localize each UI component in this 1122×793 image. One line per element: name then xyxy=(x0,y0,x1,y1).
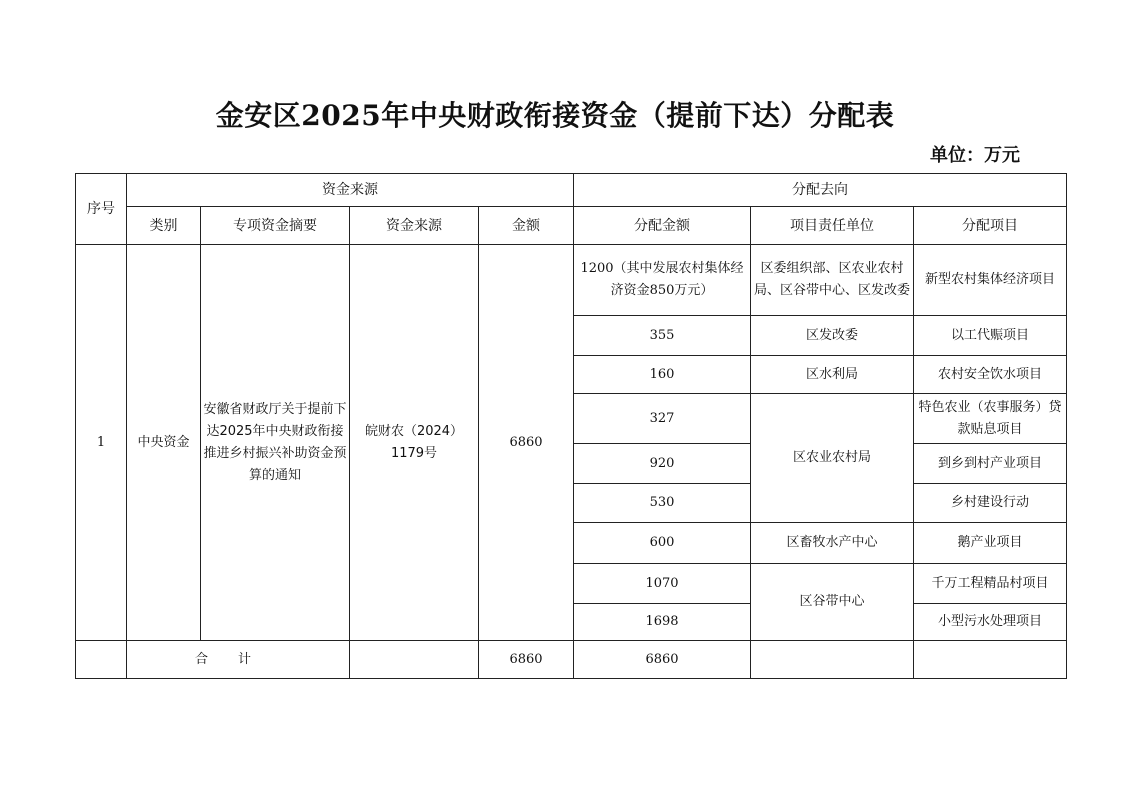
alloc-unit-cell: 区委组织部、区农业农村局、区谷带中心、区发改委 xyxy=(751,245,914,316)
alloc-unit-cell: 区发改委 xyxy=(751,316,914,356)
header-row-2 xyxy=(76,207,1067,245)
alloc-project-cell: 鹅产业项目 xyxy=(914,523,1067,564)
header-summary: 专项资金摘要 xyxy=(201,207,350,245)
alloc-amount-cell: 530 xyxy=(574,484,751,523)
header-unit-resp: 项目责任单位 xyxy=(751,207,914,245)
header-dest-group: 分配去向 xyxy=(574,174,1067,207)
record-category: 中央资金 xyxy=(127,245,201,641)
header-source-group: 资金来源 xyxy=(127,174,574,207)
total-source-empty xyxy=(350,641,479,679)
alloc-amount-cell: 1698 xyxy=(574,604,751,641)
total-unit-empty xyxy=(751,641,914,679)
unit-label: 单位：万元 xyxy=(930,145,1020,166)
allocation-table xyxy=(75,173,1067,679)
alloc-amount-cell: 355 xyxy=(574,316,751,356)
alloc-amount-cell: 160 xyxy=(574,356,751,394)
header-seq: 序号 xyxy=(76,174,127,245)
header-category: 类别 xyxy=(127,207,201,245)
alloc-unit-cell: 区畜牧水产中心 xyxy=(751,523,914,564)
record-seq: 1 xyxy=(76,245,127,641)
total-seq-empty xyxy=(76,641,127,679)
alloc-project-cell: 小型污水处理项目 xyxy=(914,604,1067,641)
alloc-project-cell: 农村安全饮水项目 xyxy=(914,356,1067,394)
total-alloc-amount: 6860 xyxy=(574,641,751,679)
alloc-project-cell: 到乡到村产业项目 xyxy=(914,444,1067,484)
total-project-empty xyxy=(914,641,1067,679)
record-amount: 6860 xyxy=(479,245,574,641)
header-amount: 金额 xyxy=(479,207,574,245)
total-label: 合计 xyxy=(127,641,350,679)
table-row xyxy=(76,245,1067,316)
alloc-amount-cell: 327 xyxy=(574,394,751,444)
alloc-amount-cell: 920 xyxy=(574,444,751,484)
alloc-project-cell: 千万工程精品村项目 xyxy=(914,564,1067,604)
alloc-amount-cell: 600 xyxy=(574,523,751,564)
header-alloc-amount: 分配金额 xyxy=(574,207,751,245)
header-source: 资金来源 xyxy=(350,207,479,245)
alloc-unit-cell: 区农业农村局 xyxy=(751,394,914,523)
alloc-project-cell: 新型农村集体经济项目 xyxy=(914,245,1067,316)
alloc-unit-cell: 区水利局 xyxy=(751,356,914,394)
record-summary: 安徽省财政厅关于提前下达2025年中央财政衔接推进乡村振兴补助资金预算的通知 xyxy=(201,245,350,641)
alloc-amount-cell: 1200（其中发展农村集体经济资金850万元） xyxy=(574,245,751,316)
alloc-project-cell: 乡村建设行动 xyxy=(914,484,1067,523)
alloc-project-cell: 以工代赈项目 xyxy=(914,316,1067,356)
page-title: 金安区2025年中央财政衔接资金（提前下达）分配表 xyxy=(215,99,895,132)
total-amount: 6860 xyxy=(479,641,574,679)
alloc-unit-cell: 区谷带中心 xyxy=(751,564,914,641)
total-row xyxy=(76,641,1067,679)
header-project: 分配项目 xyxy=(914,207,1067,245)
header-row-1 xyxy=(76,174,1067,207)
record-source: 皖财农（2024）1179号 xyxy=(350,245,479,641)
alloc-project-cell: 特色农业（农事服务）贷款贴息项目 xyxy=(914,394,1067,444)
alloc-amount-cell: 1070 xyxy=(574,564,751,604)
